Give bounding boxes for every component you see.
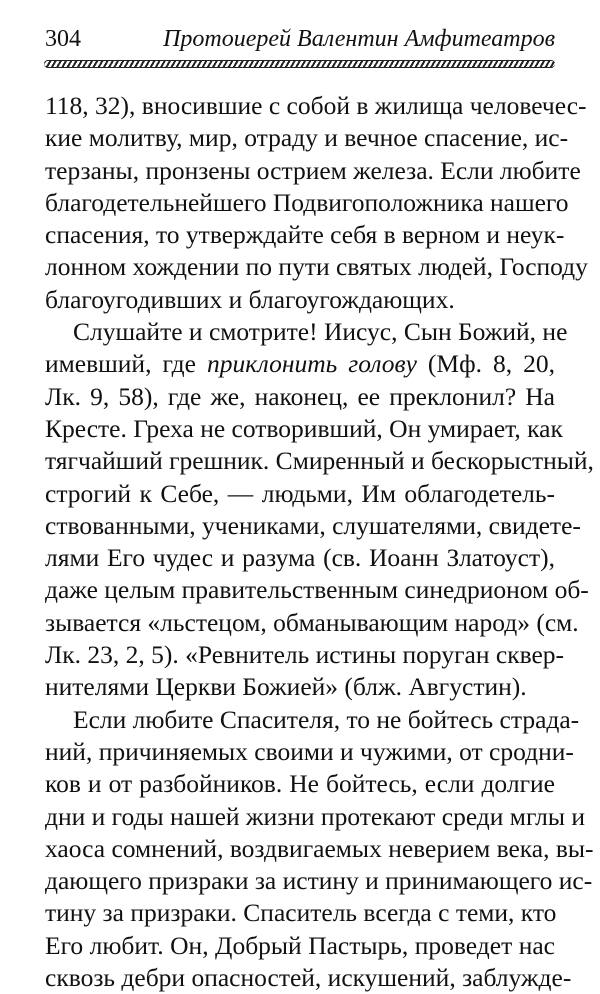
text-line: хаоса сомнений, воздвигаемых неверием века, вы- [45,833,594,863]
text-segment: имевший, где [45,349,207,379]
text-line: 118, 32), вносившие с собой в жилища человечес- [45,91,587,120]
page-header [45,22,555,52]
text-segment: (Мф. 8, 20, [416,349,555,379]
text-line: терзаны, пронзены острием железа. Если любите [45,155,581,185]
text-line: кие молитву, мир, отраду и вечное спасение, ис- [45,123,569,153]
text-line: тягчайший грешник. Смиренный и бескорыстный, [45,446,594,476]
text-line: Лк. 9, 58), где же, наконец, ее преклонил? На [45,381,555,411]
text-line: строгий к Себе, — людьми, Им облагодетель- [45,478,555,508]
text-line: нителями Церкви Божией» (блж. Августин). [45,672,527,702]
text-line: сквозь дебри опасностей, искушений, заблужде- [45,963,572,993]
running-title: Протоиерей Валентин Амфитеатров [163,26,555,52]
text-line: благоугодивших и благоугождающих. [45,284,455,314]
italic-quote: приклонить голову [206,349,417,379]
text-line: тину за призраки. Спаситель всегда с теми, кто [45,898,557,928]
paragraph-start-line: Если любите Спасителя, то не бойтесь страда- [73,704,580,734]
text-line: зывается «льстецом, обманывающим народ» (см. [45,607,579,637]
text-line: лями Его чудес и разума (св. Иоанн Златоуст), [45,543,555,573]
paragraph-start-line: Слушайте и смотрите! Иисус, Сын Божий, не [73,317,568,347]
decorative-rope-divider [44,60,555,68]
text-line: Лк. 23, 2, 5). «Ревнитель истины поруган сквер- [45,640,565,670]
text-line: ний, причиняемых своими и чужими, от сродни- [45,736,574,766]
text-line: спасения, то утверждайте себя в верном и неук- [45,220,565,250]
text-line: дни и годы нашей жизни протекают среди мглы и [45,801,585,831]
text-line [45,348,555,380]
body-text [45,90,594,994]
text-line: даже целым правительственным синедрионом об- [45,575,589,605]
text-line: ков и от разбойников. Не бойтесь, если долгие [45,769,555,799]
text-line: благодетельнейшего Подвигоположника нашего [45,187,569,217]
text-line: ствованными, учениками, слушателями, свидете- [45,510,581,540]
text-line: Кресте. Греха не сотворивший, Он умирает, как [45,413,563,443]
page-number: 304 [45,26,81,52]
text-line: лонном хождении по пути святых людей, Господу [45,252,588,282]
text-line: Его любит. Он, Добрый Пастырь, проведет нас [45,930,555,960]
text-line: дающего призраки за истину и принимающего ис- [45,866,593,896]
